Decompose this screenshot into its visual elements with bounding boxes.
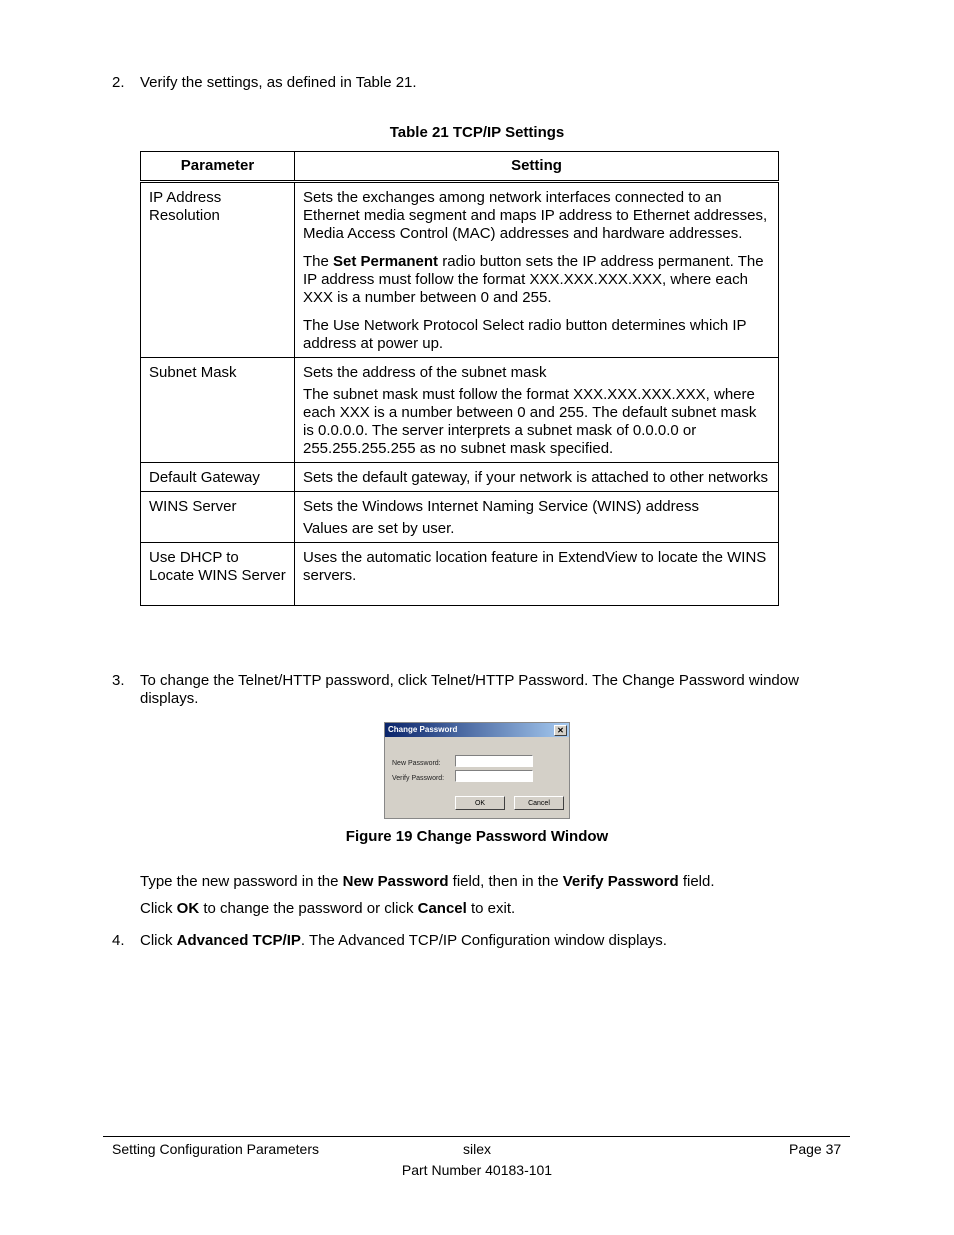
change-password-window <box>384 722 570 819</box>
setting-text: Values are set by user. <box>303 520 455 537</box>
text-span: field. <box>678 873 715 890</box>
row-parameter: IP Address Resolution <box>141 182 295 358</box>
row-parameter: Default Gateway <box>141 463 295 492</box>
bold-term: OK <box>176 900 200 917</box>
step-4-text <box>140 932 667 949</box>
ok-button[interactable]: OK <box>455 796 505 810</box>
text-span: . The Advanced TCP/IP Configuration window displays. <box>300 932 667 949</box>
table-caption: Table 21 TCP/IP Settings <box>389 124 565 141</box>
step-number: 4. <box>112 932 125 949</box>
bold-term: Verify Password <box>562 873 679 890</box>
figure-caption: Figure 19 Change Password Window <box>345 828 609 845</box>
row-setting <box>295 358 779 463</box>
text-span: Click <box>140 900 177 917</box>
header-parameter: Parameter <box>141 152 295 182</box>
row-setting <box>295 492 779 543</box>
step-4 <box>112 932 140 949</box>
new-password-label: New Password: <box>392 760 441 767</box>
header-setting: Setting <box>295 152 779 182</box>
verify-password-label: Verify Password: <box>392 775 445 782</box>
row-parameter: Use DHCP to Locate WINS Server <box>141 543 295 606</box>
setting-text: Sets the exchanges among network interfaces connected to an Ethernet media segment and maps IP address to Ethernet addresses, Media Access Control (MAC) addresses and hardware addresses. <box>303 189 768 242</box>
text-span: field, then in the <box>448 873 563 890</box>
setting-text: The Use Network Protocol Select radio button determines which IP address at power up. <box>303 317 747 352</box>
row-parameter: WINS Server <box>141 492 295 543</box>
setting-text: The subnet mask must follow the format XXX.XXX.XXX.XXX, where each XXX is a number between 0 and 255. The default subnet mask is 0.0.0.0. The server interprets a subnet mask of 0.0.0.0 or 255.255.255.255 as no subnet mask specified. <box>303 386 757 457</box>
row-parameter: Subnet Mask <box>141 358 295 463</box>
instruction-line-1 <box>140 873 715 890</box>
text-span: Type the new password in the <box>140 873 343 890</box>
text-span: Click <box>140 932 177 949</box>
bold-term: New Password <box>342 873 449 890</box>
footer-section-title: Setting Configuration Parameters <box>112 1141 319 1157</box>
step-number: 2. <box>112 74 125 91</box>
footer-company: silex <box>463 1141 492 1157</box>
setting-text <box>303 253 770 307</box>
bold-term: Advanced TCP/IP <box>176 932 301 949</box>
setting-text: Sets the default gateway, if your network is attached to other networks <box>303 469 768 486</box>
setting-text: Uses the automatic location feature in ExtendView to locate the WINS servers. <box>303 549 767 584</box>
text-span: radio button sets the IP address permanent. The IP address must follow the format XXX.XXX.XXX.XXX, where each XXX is a number between 0 and 255. <box>303 253 764 306</box>
step-3 <box>112 672 140 689</box>
new-password-field[interactable] <box>455 755 533 767</box>
footer-page-number: Page 37 <box>789 1141 842 1157</box>
footer-part-number: Part Number 40183-101 <box>401 1162 553 1178</box>
table-row <box>141 492 779 543</box>
text-span: to exit. <box>466 900 516 917</box>
table-row <box>141 358 779 463</box>
row-setting <box>295 463 779 492</box>
step-number: 3. <box>112 672 125 689</box>
verify-password-field[interactable] <box>455 770 533 782</box>
window-title: Change Password <box>388 725 458 734</box>
close-icon[interactable]: ✕ <box>554 725 567 736</box>
setting-text: Sets the Windows Internet Naming Service (WINS) address <box>303 498 699 515</box>
table-row <box>141 463 779 492</box>
row-setting <box>295 182 779 358</box>
step-2 <box>112 74 140 91</box>
tcpip-settings-table <box>140 151 779 606</box>
text-span: The <box>303 253 334 270</box>
step-3-text <box>140 672 860 708</box>
cancel-button[interactable]: Cancel <box>514 796 564 810</box>
text-line: To change the Telnet/HTTP password, click Telnet/HTTP Password. The Change Password window <box>140 672 799 689</box>
window-title-bar <box>385 723 569 737</box>
row-setting <box>295 543 779 606</box>
footer-divider <box>103 1136 850 1137</box>
step-2-text: Verify the settings, as defined in Table 21. <box>140 74 417 91</box>
instruction-line-2 <box>140 900 515 917</box>
bold-term: Set Permanent <box>333 253 439 270</box>
table-header-row <box>141 152 779 182</box>
bold-term: Cancel <box>417 900 467 917</box>
table-row <box>141 543 779 606</box>
text-line: displays. <box>140 690 199 707</box>
text-span: to change the password or click <box>199 900 418 917</box>
table-row <box>141 182 779 358</box>
setting-text: Sets the address of the subnet mask <box>303 364 547 381</box>
